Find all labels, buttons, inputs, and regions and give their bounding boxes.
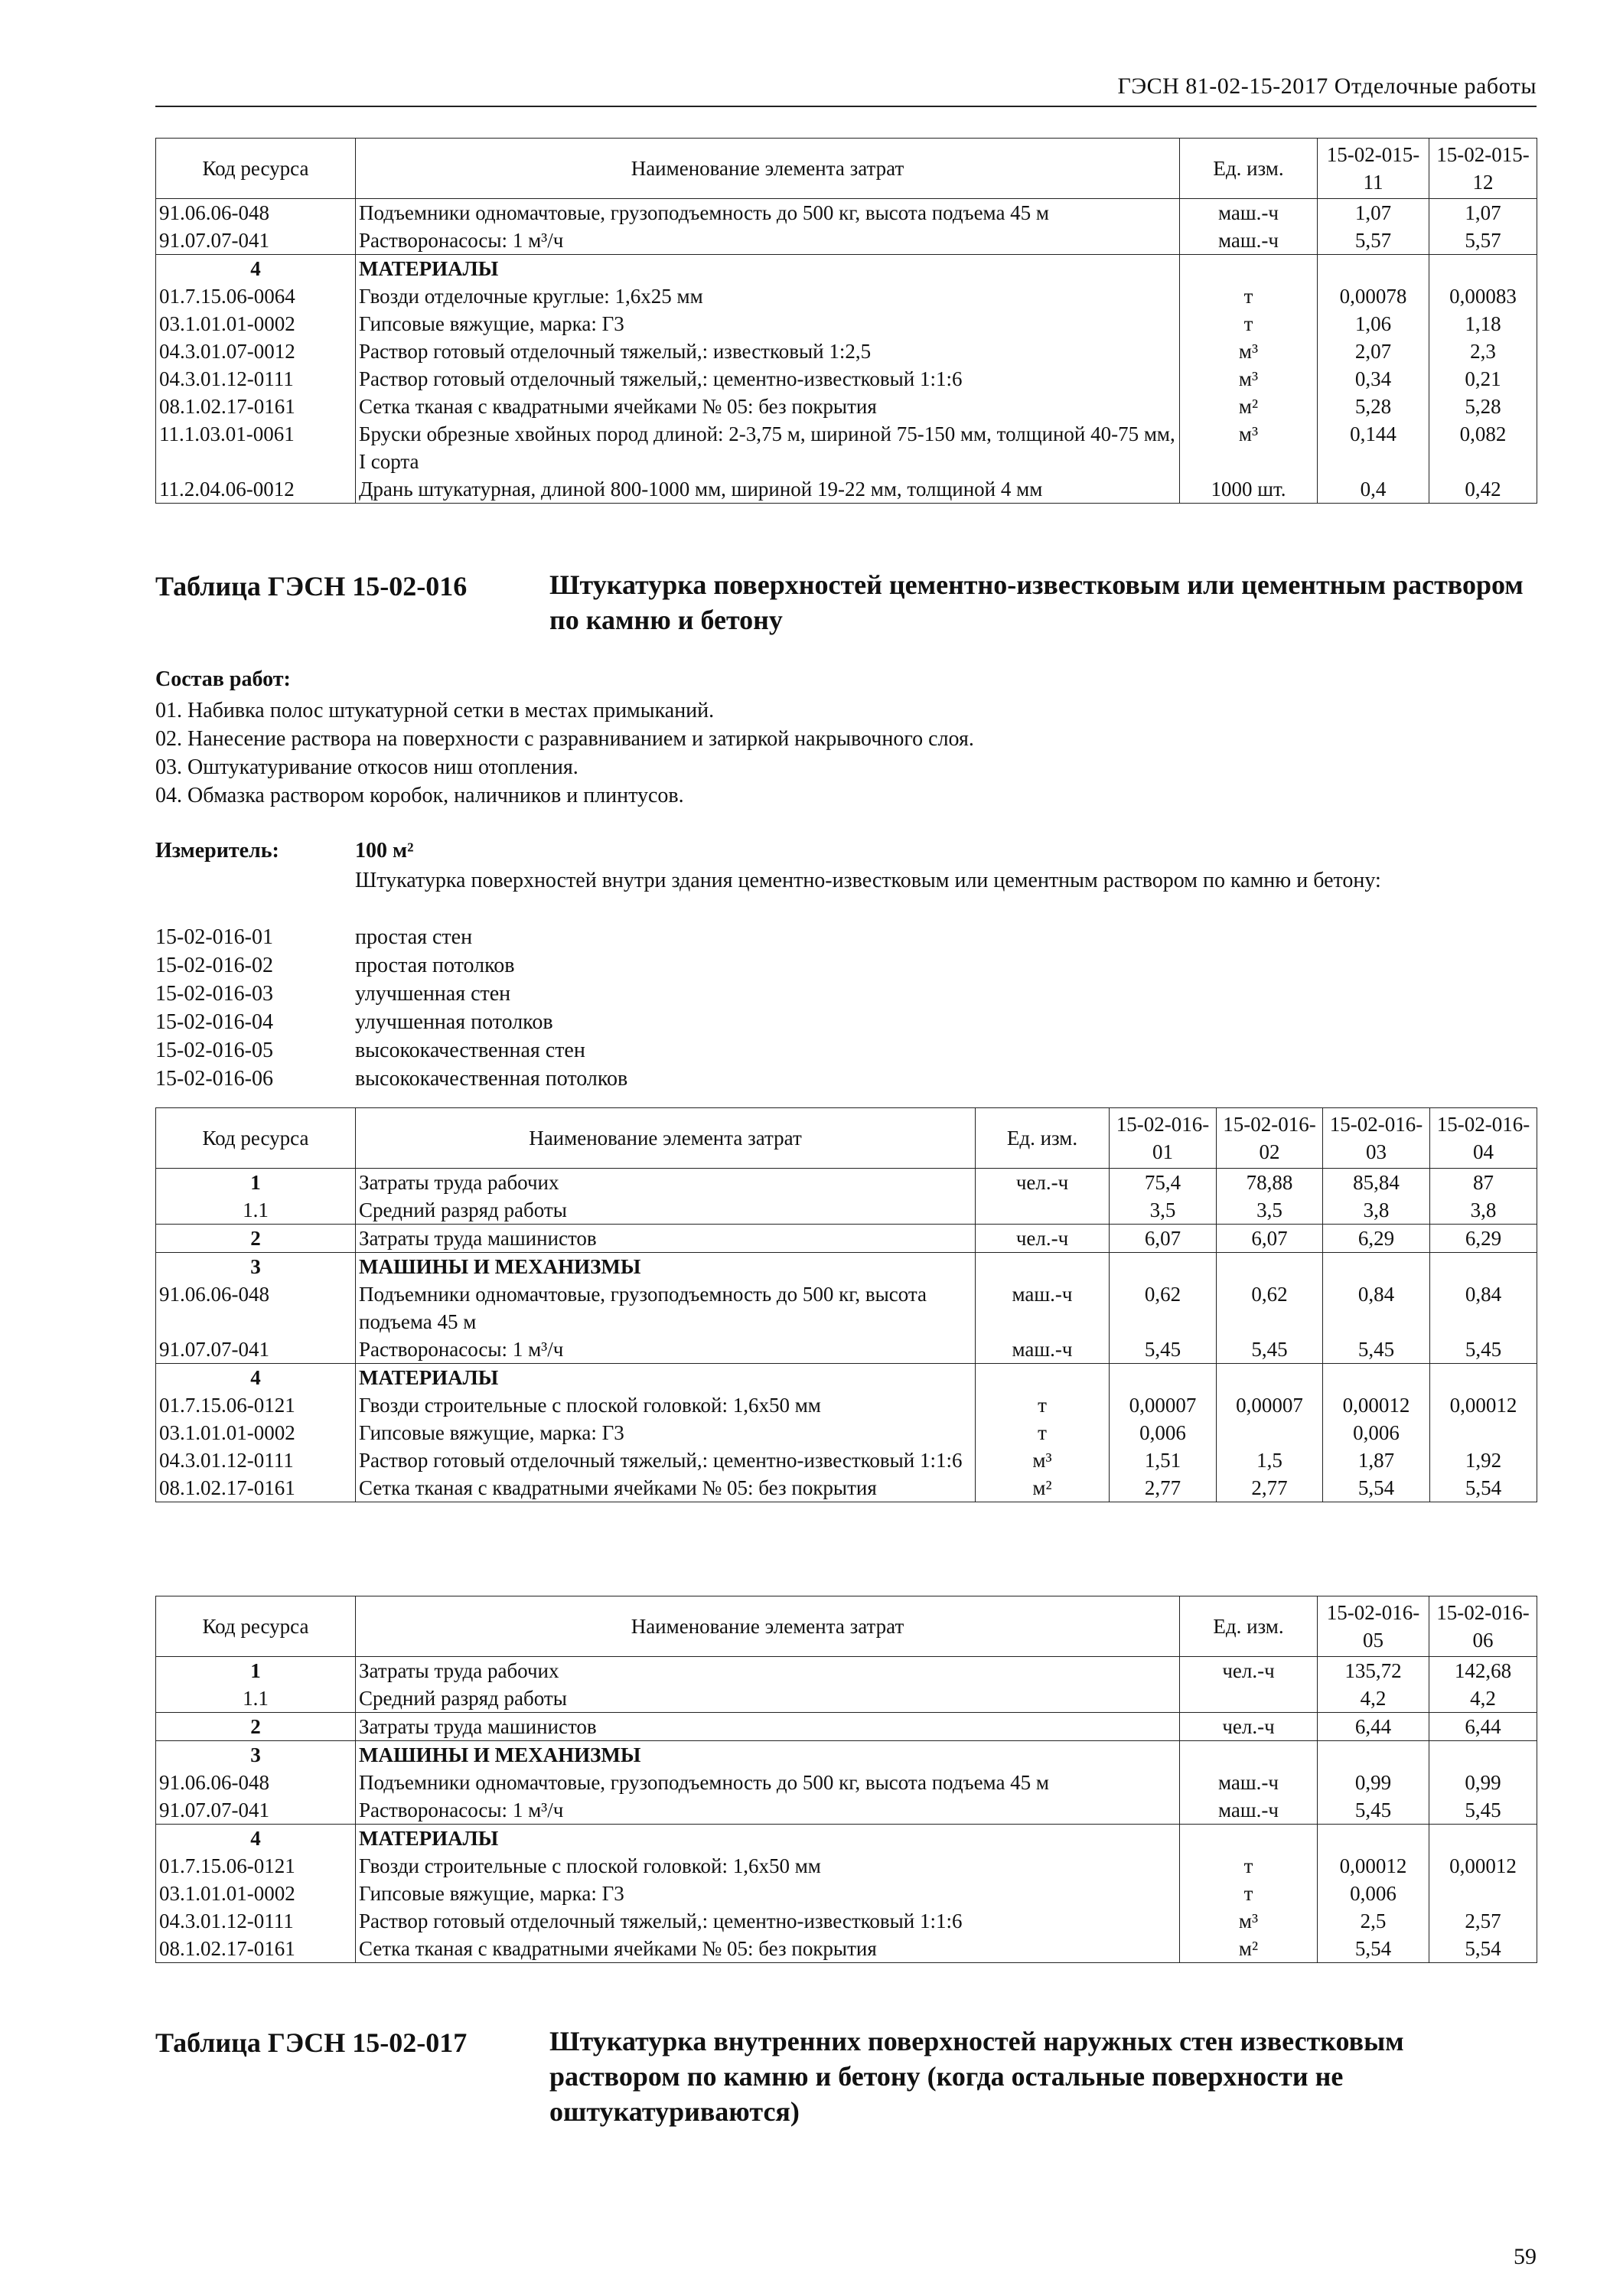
norm-value (1430, 1419, 1537, 1446)
unit: чел.-ч (1180, 1713, 1318, 1741)
resource-code: 04.3.01.12-0111 (156, 1446, 356, 1474)
norm-code: 15-02-016-06 (155, 1067, 273, 1091)
norm-value: 5,57 (1429, 227, 1537, 255)
table-caption-017: Штукатурка внутренних поверхностей наружных стен известковым раствором по камню и бетону (когда остальные поверхности не оштукатуриваются) (549, 2026, 1404, 2127)
norm-value: 2,77 (1110, 1474, 1217, 1502)
unit: маш.-ч (1180, 1769, 1318, 1796)
norm-value: 6,29 (1323, 1225, 1430, 1253)
col-header-norm: 15-02-016-04 (1430, 1108, 1537, 1169)
table-row (156, 1336, 1537, 1364)
norm-value: 6,07 (1110, 1225, 1217, 1253)
norm-code: 15-02-016-03 (155, 982, 273, 1006)
norm-value: 5,28 (1429, 393, 1537, 420)
cost-element: Растворонасосы: 1 м³/ч (356, 1336, 976, 1364)
norm-value: 2,77 (1217, 1474, 1323, 1502)
header-rule (155, 106, 1537, 107)
resource-code: 01.7.15.06-0121 (156, 1852, 356, 1880)
norm-value: 0,42 (1429, 475, 1537, 504)
cost-element: Гвозди строительные с плоской головкой: 1,6х50 мм (356, 1852, 1180, 1880)
norm-value: 5,45 (1323, 1336, 1430, 1364)
norm-value: 142,68 (1429, 1657, 1537, 1685)
cost-table-016-b (155, 1596, 1537, 1963)
cost-element: Подъемники одномачтовые, грузоподъемность до 500 кг, высота подъема 45 м (356, 1280, 976, 1336)
cost-element: Подъемники одномачтовые, грузоподъемность до 500 кг, высота подъема 45 м (356, 199, 1180, 227)
unit: чел.-ч (1180, 1657, 1318, 1685)
table-row (156, 1474, 1537, 1502)
table-header-row (156, 1108, 1537, 1169)
cost-element: Раствор готовый отделочный тяжелый,: цементно-известковый 1:1:6 (356, 1907, 1180, 1935)
cost-element: Затраты труда машинистов (356, 1225, 976, 1253)
norm-value: 6,29 (1430, 1225, 1537, 1253)
norm-value: 6,44 (1318, 1713, 1429, 1741)
norm-value: 5,54 (1429, 1935, 1537, 1963)
section-number: 3 (156, 1741, 356, 1769)
section-title: МАТЕРИАЛЫ (356, 255, 1180, 283)
table-row (156, 310, 1537, 338)
resource-code: 03.1.01.01-0002 (156, 1880, 356, 1907)
col-header-code: Код ресурса (156, 139, 356, 199)
resource-code: 91.06.06-048 (156, 1769, 356, 1796)
norm-value: 0,144 (1318, 420, 1429, 475)
resource-code: 08.1.02.17-0161 (156, 1935, 356, 1963)
col-header-norm: 15-02-016-02 (1217, 1108, 1323, 1169)
unit (976, 1196, 1110, 1225)
table-row (156, 227, 1537, 255)
col-header-norm: 15-02-016-03 (1323, 1108, 1430, 1169)
resource-code: 91.06.06-048 (156, 199, 356, 227)
cost-element: Растворонасосы: 1 м³/ч (356, 227, 1180, 255)
unit: т (1180, 310, 1318, 338)
norm-text: улучшенная стен (355, 982, 511, 1006)
norm-value: 0,62 (1110, 1280, 1217, 1336)
cost-element: Подъемники одномачтовые, грузоподъемность до 500 кг, высота подъема 45 м (356, 1769, 1180, 1796)
meter-description: Штукатурка поверхностей внутри здания цементно-известковым или цементным раствором по камню и бетону: (355, 869, 1381, 892)
cost-element: Сетка тканая с квадратными ячейками № 05: без покрытия (356, 1935, 1180, 1963)
norm-value: 0,006 (1110, 1419, 1217, 1446)
norm-value: 3,5 (1110, 1196, 1217, 1225)
unit: маш.-ч (976, 1336, 1110, 1364)
cost-element: Раствор готовый отделочный тяжелый,: известковый 1:2,5 (356, 338, 1180, 365)
norm-value: 0,84 (1323, 1280, 1430, 1336)
table-row (156, 475, 1537, 504)
norm-value: 0,00007 (1110, 1391, 1217, 1419)
resource-code: 91.07.07-041 (156, 227, 356, 255)
unit: т (1180, 1852, 1318, 1880)
resource-code: 11.1.03.01-0061 (156, 420, 356, 475)
norm-value: 0,00012 (1430, 1391, 1537, 1419)
norm-value: 5,54 (1323, 1474, 1430, 1502)
col-header-unit: Ед. изм. (1180, 1596, 1318, 1657)
norm-value: 85,84 (1323, 1169, 1430, 1197)
cost-element: Гипсовые вяжущие, марка: Г3 (356, 1419, 976, 1446)
list-item: 04. Обмазка раствором коробок, наличников и плинтусов. (155, 784, 684, 807)
norm-value: 5,54 (1430, 1474, 1537, 1502)
norm-value: 6,07 (1217, 1225, 1323, 1253)
unit: м³ (976, 1446, 1110, 1474)
cost-element: Гипсовые вяжущие, марка: Г3 (356, 1880, 1180, 1907)
table-section-row (156, 1825, 1537, 1853)
norm-value: 78,88 (1217, 1169, 1323, 1197)
table-section-row (156, 1741, 1537, 1769)
table-row (156, 1907, 1537, 1935)
table-row (156, 199, 1537, 227)
norm-value: 2,5 (1318, 1907, 1429, 1935)
resource-code: 01.7.15.06-0064 (156, 282, 356, 310)
cost-element: Затраты труда рабочих (356, 1657, 1180, 1685)
table-row (156, 1225, 1537, 1253)
section-title: МАТЕРИАЛЫ (356, 1825, 1180, 1853)
table-row (156, 1419, 1537, 1446)
col-header-name: Наименование элемента затрат (356, 139, 1180, 199)
meter-label: Измеритель: (155, 839, 279, 863)
cost-table-015 (155, 138, 1537, 504)
table-row (156, 1169, 1537, 1197)
unit: м² (1180, 1935, 1318, 1963)
col-header-norm: 15-02-016-01 (1110, 1108, 1217, 1169)
col-header-code: Код ресурса (156, 1108, 356, 1169)
norm-value: 3,5 (1217, 1196, 1323, 1225)
resource-code: 04.3.01.07-0012 (156, 338, 356, 365)
list-item: 01. Набивка полос штукатурной сетки в местах примыканий. (155, 699, 715, 722)
norm-value: 6,44 (1429, 1713, 1537, 1741)
norm-text: улучшенная потолков (355, 1010, 553, 1034)
unit: м³ (1180, 338, 1318, 365)
table-row (156, 1684, 1537, 1713)
norm-code: 15-02-016-05 (155, 1039, 273, 1062)
page-number: 59 (1514, 2244, 1537, 2269)
norm-value: 1,07 (1429, 199, 1537, 227)
section-number: 1.1 (156, 1196, 356, 1225)
cost-element: Средний разряд работы (356, 1196, 976, 1225)
table-header-row (156, 139, 1537, 199)
col-header-name: Наименование элемента затрат (356, 1108, 976, 1169)
norm-value: 0,00007 (1217, 1391, 1323, 1419)
list-item (155, 1065, 627, 1093)
list-item: 02. Нанесение раствора на поверхности с разравниванием и затиркой накрывочного слоя. (155, 727, 974, 751)
norm-value: 2,07 (1318, 338, 1429, 365)
norm-value: 0,00083 (1429, 282, 1537, 310)
norm-value: 1,07 (1318, 199, 1429, 227)
cost-element: Затраты труда рабочих (356, 1169, 976, 1197)
resource-code: 91.07.07-041 (156, 1796, 356, 1825)
unit: т (976, 1391, 1110, 1419)
norm-value: 0,84 (1430, 1280, 1537, 1336)
resource-code: 08.1.02.17-0161 (156, 1474, 356, 1502)
norm-value: 0,99 (1318, 1769, 1429, 1796)
cost-table-016-a (155, 1107, 1537, 1502)
norm-value: 0,00012 (1323, 1391, 1430, 1419)
table-row (156, 420, 1537, 475)
resource-code: 11.2.04.06-0012 (156, 475, 356, 504)
norm-value: 1,87 (1323, 1446, 1430, 1474)
table-row (156, 1880, 1537, 1907)
norm-variants (155, 923, 627, 1093)
table-row (156, 1769, 1537, 1796)
norm-value: 0,006 (1318, 1880, 1429, 1907)
section-number: 4 (156, 1364, 356, 1392)
norm-value: 1,92 (1430, 1446, 1537, 1474)
resource-code: 91.06.06-048 (156, 1280, 356, 1336)
col-header-norm: 15-02-016-05 (1318, 1596, 1429, 1657)
norm-text: высококачественная потолков (355, 1067, 628, 1091)
norm-value: 3,8 (1323, 1196, 1430, 1225)
norm-code: 15-02-016-04 (155, 1010, 273, 1034)
section-number: 3 (156, 1253, 356, 1281)
table-section-row (156, 1364, 1537, 1392)
norm-text: простая стен (355, 925, 473, 949)
norm-value: 5,54 (1318, 1935, 1429, 1963)
norm-value: 5,45 (1318, 1796, 1429, 1825)
table-caption-016: Штукатурка поверхностей цементно-известковым или цементным раствором по камню и бетону (549, 569, 1524, 635)
norm-value: 135,72 (1318, 1657, 1429, 1685)
resource-code: 08.1.02.17-0161 (156, 393, 356, 420)
list-item (155, 951, 627, 980)
work-composition-title: Состав работ: (155, 667, 291, 691)
cost-element: Средний разряд работы (356, 1684, 1180, 1713)
meter-unit: 100 м² (355, 839, 414, 863)
table-row (156, 1852, 1537, 1880)
norm-value: 0,21 (1429, 365, 1537, 393)
table-row (156, 365, 1537, 393)
norm-value: 1,5 (1217, 1446, 1323, 1474)
norm-value: 87 (1430, 1169, 1537, 1197)
table-section-row (156, 255, 1537, 283)
norm-value: 4,2 (1429, 1684, 1537, 1713)
norm-value: 1,51 (1110, 1446, 1217, 1474)
resource-code: 03.1.01.01-0002 (156, 1419, 356, 1446)
section-number: 1 (156, 1169, 356, 1197)
norm-value: 3,8 (1430, 1196, 1537, 1225)
table-row (156, 1713, 1537, 1741)
cost-element: Раствор готовый отделочный тяжелый,: цементно-известковый 1:1:6 (356, 365, 1180, 393)
table-row (156, 1657, 1537, 1685)
section-number: 2 (156, 1713, 356, 1741)
cost-element: Сетка тканая с квадратными ячейками № 05: без покрытия (356, 1474, 976, 1502)
table-row (156, 338, 1537, 365)
norm-value: 75,4 (1110, 1169, 1217, 1197)
cost-element: Раствор готовый отделочный тяжелый,: цементно-известковый 1:1:6 (356, 1446, 976, 1474)
resource-code: 91.07.07-041 (156, 1336, 356, 1364)
section-title: МАШИНЫ И МЕХАНИЗМЫ (356, 1741, 1180, 1769)
section-number: 1.1 (156, 1684, 356, 1713)
table-row (156, 1446, 1537, 1474)
norm-value: 0,4 (1318, 475, 1429, 504)
unit: т (1180, 1880, 1318, 1907)
section-title: МАТЕРИАЛЫ (356, 1364, 976, 1392)
list-item (155, 980, 627, 1008)
norm-value: 5,45 (1430, 1336, 1537, 1364)
table-row (156, 1935, 1537, 1963)
norm-value: 2,3 (1429, 338, 1537, 365)
resource-code: 01.7.15.06-0121 (156, 1391, 356, 1419)
norm-value: 0,00078 (1318, 282, 1429, 310)
norm-text: высококачественная стен (355, 1039, 585, 1062)
col-header-norm: 15-02-015-12 (1429, 139, 1537, 199)
unit: чел.-ч (976, 1225, 1110, 1253)
col-header-unit: Ед. изм. (1180, 139, 1318, 199)
cost-element: Сетка тканая с квадратными ячейками № 05: без покрытия (356, 393, 1180, 420)
unit: м² (976, 1474, 1110, 1502)
cost-element: Гвозди строительные с плоской головкой: 1,6х50 мм (356, 1391, 976, 1419)
unit: т (1180, 282, 1318, 310)
section-number: 4 (156, 1825, 356, 1853)
unit: м³ (1180, 1907, 1318, 1935)
norm-value: 0,006 (1323, 1419, 1430, 1446)
norm-value: 4,2 (1318, 1684, 1429, 1713)
norm-value (1429, 1880, 1537, 1907)
resource-code: 04.3.01.12-0111 (156, 365, 356, 393)
resource-code: 04.3.01.12-0111 (156, 1907, 356, 1935)
norm-value: 1,06 (1318, 310, 1429, 338)
table-row (156, 1196, 1537, 1225)
norm-text: простая потолков (355, 954, 515, 977)
norm-value: 5,45 (1217, 1336, 1323, 1364)
col-header-name: Наименование элемента затрат (356, 1596, 1180, 1657)
table-section-row (156, 1253, 1537, 1281)
table-row (156, 282, 1537, 310)
unit: м³ (1180, 420, 1318, 475)
unit: м³ (1180, 365, 1318, 393)
resource-code: 03.1.01.01-0002 (156, 310, 356, 338)
section-number: 1 (156, 1657, 356, 1685)
work-composition-list (155, 696, 974, 810)
unit: т (976, 1419, 1110, 1446)
norm-value: 1,18 (1429, 310, 1537, 338)
cost-element: Гвозди отделочные круглые: 1,6х25 мм (356, 282, 1180, 310)
col-header-code: Код ресурса (156, 1596, 356, 1657)
norm-value: 2,57 (1429, 1907, 1537, 1935)
norm-value: 0,34 (1318, 365, 1429, 393)
section-number: 4 (156, 255, 356, 283)
norm-value: 0,62 (1217, 1280, 1323, 1336)
norm-value: 5,57 (1318, 227, 1429, 255)
table-label-017: Таблица ГЭСН 15-02-017 (155, 2027, 468, 2058)
table-header-row (156, 1596, 1537, 1657)
norm-code: 15-02-016-02 (155, 954, 273, 977)
list-item (155, 923, 627, 951)
cost-element: Затраты труда машинистов (356, 1713, 1180, 1741)
norm-value: 0,00012 (1429, 1852, 1537, 1880)
col-header-norm: 15-02-015-11 (1318, 139, 1429, 199)
norm-value: 5,28 (1318, 393, 1429, 420)
norm-value: 0,082 (1429, 420, 1537, 475)
table-row (156, 1391, 1537, 1419)
cost-element: Бруски обрезные хвойных пород длиной: 2-3,75 м, шириной 75-150 мм, толщиной 40-75 мм, I сорта (356, 420, 1180, 475)
table-row (156, 1280, 1537, 1336)
cost-element: Гипсовые вяжущие, марка: Г3 (356, 310, 1180, 338)
cost-element: Растворонасосы: 1 м³/ч (356, 1796, 1180, 1825)
section-number: 2 (156, 1225, 356, 1253)
norm-code: 15-02-016-01 (155, 925, 273, 949)
running-header: ГЭСН 81-02-15-2017 Отделочные работы (1117, 73, 1537, 99)
unit: м² (1180, 393, 1318, 420)
norm-value: 5,45 (1429, 1796, 1537, 1825)
norm-value (1217, 1419, 1323, 1446)
norm-value: 0,00012 (1318, 1852, 1429, 1880)
col-header-norm: 15-02-016-06 (1429, 1596, 1537, 1657)
cost-element: Дрань штукатурная, длиной 800-1000 мм, шириной 19-22 мм, толщиной 4 мм (356, 475, 1180, 504)
unit: маш.-ч (976, 1280, 1110, 1336)
unit: чел.-ч (976, 1169, 1110, 1197)
norm-value: 0,99 (1429, 1769, 1537, 1796)
table-row (156, 1796, 1537, 1825)
list-item (155, 1036, 627, 1065)
unit: маш.-ч (1180, 1796, 1318, 1825)
section-title: МАШИНЫ И МЕХАНИЗМЫ (356, 1253, 976, 1281)
unit: маш.-ч (1180, 199, 1318, 227)
unit: маш.-ч (1180, 227, 1318, 255)
norm-value: 5,45 (1110, 1336, 1217, 1364)
table-label-016: Таблица ГЭСН 15-02-016 (155, 571, 468, 602)
col-header-unit: Ед. изм. (976, 1108, 1110, 1169)
list-item (155, 1008, 627, 1036)
unit (1180, 1684, 1318, 1713)
table-row (156, 393, 1537, 420)
list-item: 03. Оштукатуривание откосов ниш отопления. (155, 755, 578, 779)
unit: 1000 шт. (1180, 475, 1318, 504)
